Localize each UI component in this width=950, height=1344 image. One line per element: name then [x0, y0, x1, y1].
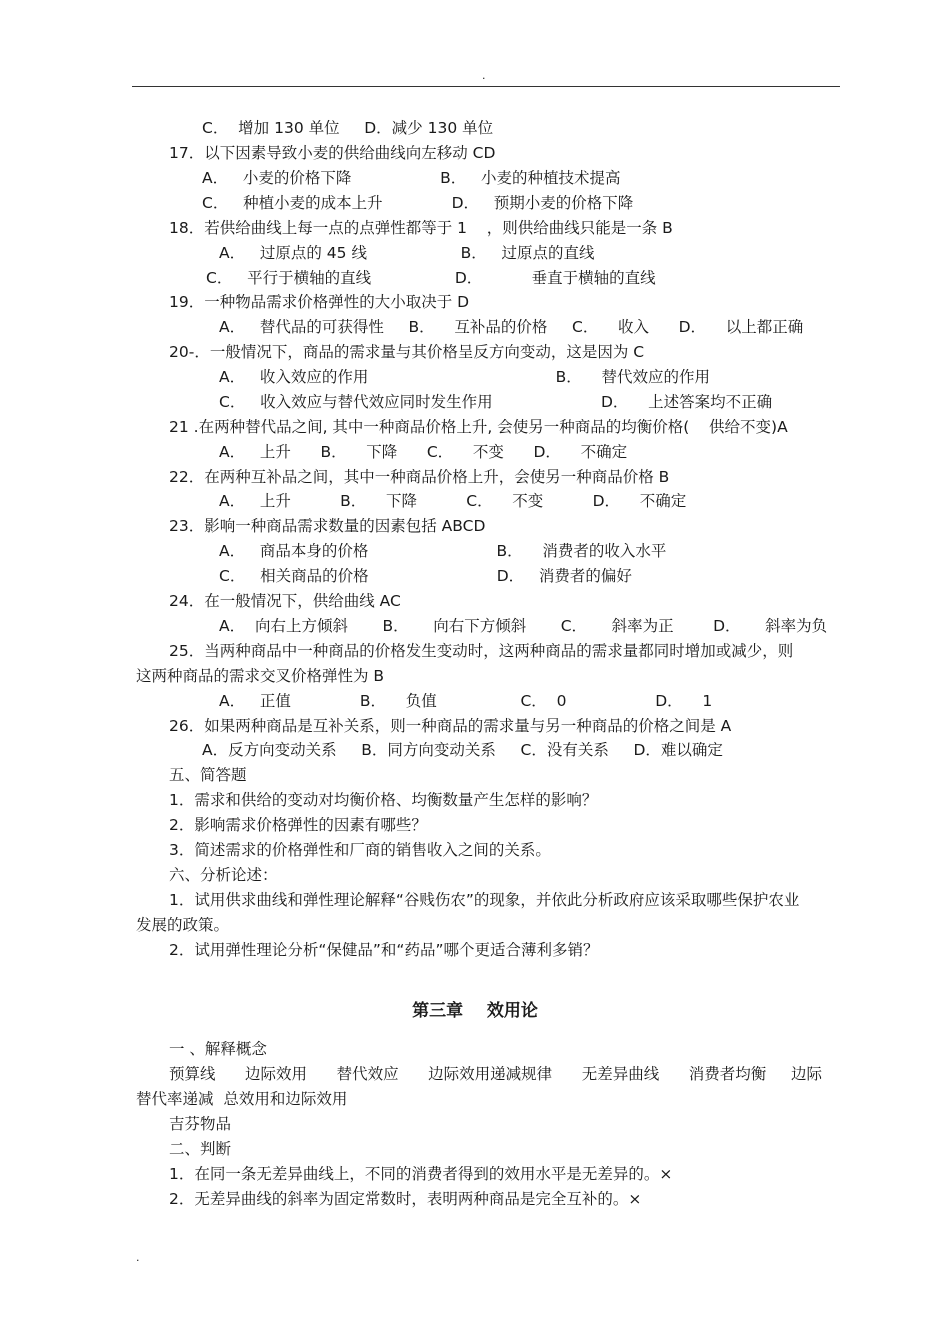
text-line: 发展的政策。: [136, 916, 230, 934]
text-line: A． 正值 B． 负值 C． 0 D． 1: [219, 692, 713, 710]
question-21: 21 .在两种替代品之间, 其中一种商品价格上升, 会使另一种商品的均衡价格( 供给不变)A: [169, 418, 788, 436]
footer-dot: .: [136, 1251, 140, 1264]
text-line: C． 种植小麦的成本上升 D． 预期小麦的价格下降: [202, 194, 634, 212]
question-23: 23．影响一种商品需求数量的因素包括 ABCD: [169, 517, 486, 535]
section-heading: 一 、解释概念: [169, 1040, 267, 1058]
text-line: C． 增加 130 单位 D．减少 130 单位: [202, 119, 494, 137]
section-heading: 二、判断: [169, 1140, 232, 1158]
text-line: A． 商品本身的价格 B． 消费者的收入水平: [219, 542, 667, 560]
text-line: 2．无差异曲线的斜率为固定常数时，表明两种商品是完全互补的。×: [169, 1190, 642, 1208]
question-25: 25．当两种商品中一种商品的价格发生变动时，这两种商品的需求量都同时增加或减少，则: [169, 642, 794, 660]
question-17: 17．以下因素导致小麦的供给曲线向左移动 CD: [169, 144, 496, 162]
chapter-title: 第三章 效用论: [412, 1001, 538, 1021]
text-line: A． 收入效应的作用 B． 替代效应的作用: [219, 368, 710, 386]
question-26: 26．如果两种商品是互补关系，则一种商品的需求量与另一种商品的价格之间是 A: [169, 717, 732, 735]
text-line: A． 替代品的可获得性 B． 互补品的价格 C． 收入 D． 以上都正确: [219, 318, 804, 336]
text-line: A． 小麦的价格下降 B． 小麦的种植技术提高: [202, 169, 621, 187]
text-line: 1．在同一条无差异曲线上，不同的消费者得到的效用水平是无差异的。×: [169, 1165, 673, 1183]
header-rule: [132, 86, 840, 87]
question-24: 24．在一般情况下，供给曲线 AC: [169, 592, 401, 610]
text-line: A． 过原点的 45 线 B． 过原点的直线: [219, 244, 595, 262]
text-line: 2．试用弹性理论分析“保健品”和“药品”哪个更适合薄利多销？: [169, 941, 599, 959]
question-22: 22．在两种互补品之间，其中一种商品价格上升，会使另一种商品价格 B: [169, 468, 670, 486]
text-line: C． 平行于横轴的直线 D． 垂直于横轴的直线: [206, 269, 656, 287]
text-line: 2．影响需求价格弹性的因素有哪些？: [169, 816, 427, 834]
text-line: 吉芬物品: [169, 1115, 232, 1133]
text-line: C． 收入效应与替代效应同时发生作用 D． 上述答案均不正确: [219, 393, 773, 411]
text-line: 预算线 边际效用 替代效应 边际效用递减规律 无差异曲线 消费者均衡 边际: [169, 1065, 822, 1083]
text-line: A． 向右上方倾斜 B． 向右下方倾斜 C． 斜率为正 D． 斜率为负: [219, 617, 828, 635]
text-line: A．反方向变动关系 B．同方向变动关系 C．没有关系 D．难以确定: [202, 741, 723, 759]
question-19: 19．一种物品需求价格弹性的大小取决于 D: [169, 293, 470, 311]
section-heading: 五、简答题: [169, 766, 247, 784]
text-line: 替代率递减 总效用和边际效用: [136, 1090, 348, 1108]
text-line: C． 相关商品的价格 D． 消费者的偏好: [219, 567, 632, 585]
question-18: 18．若供给曲线上每一点的点弹性都等于 1 ，则供给曲线只能是一条 B: [169, 219, 673, 237]
header-dot: .: [482, 69, 486, 82]
text-line: A． 上升 B． 下降 C． 不变 D． 不确定: [219, 443, 628, 461]
text-line: A． 上升 B． 下降 C． 不变 D． 不确定: [219, 492, 687, 510]
text-line: 1．试用供求曲线和弹性理论解释“谷贱伤农”的现象，并依此分析政府应该采取哪些保护农业: [169, 891, 800, 909]
text-line: 这两种商品的需求交叉价格弹性为 B: [136, 667, 385, 685]
question-20: 20-．一般情况下，商品的需求量与其价格呈反方向变动，这是因为 C: [169, 343, 645, 361]
text-line: 3．简述需求的价格弹性和厂商的销售收入之间的关系。: [169, 841, 551, 859]
section-heading: 六、分析论述：: [169, 866, 278, 884]
text-line: 1．需求和供给的变动对均衡价格、均衡数量产生怎样的影响？: [169, 791, 598, 809]
